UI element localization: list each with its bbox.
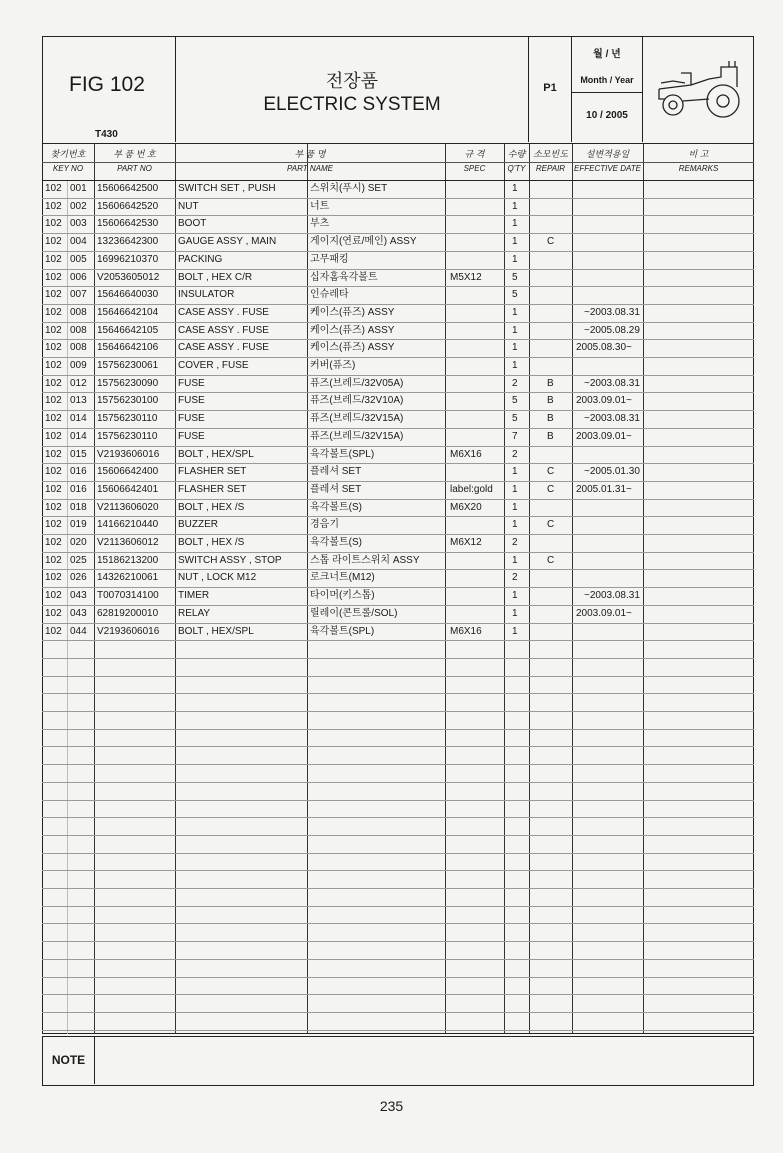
cell-name-ko: 너트 — [310, 200, 330, 212]
cell-qty: 1 — [512, 554, 518, 566]
cell-fig: 102 — [45, 289, 62, 301]
cell-date: 2003.09.01~ — [576, 430, 632, 442]
cell-part: V2053605012 — [97, 271, 160, 283]
cell-name-en: FUSE — [178, 395, 205, 407]
cell-name-ko: 육각볼트(S) — [310, 537, 362, 548]
cell-fig: 102 — [45, 306, 62, 318]
cell-name-ko: 게이지(연료/메인) ASSY — [310, 236, 417, 248]
cell-fig: 102 — [45, 218, 62, 230]
cell-name-en: BOLT , HEX C/R — [178, 271, 253, 283]
cell-fig: 102 — [45, 625, 62, 637]
cell-name-ko: 로크너트(M12) — [310, 572, 375, 584]
cell-key: 003 — [70, 218, 87, 230]
cell-fig: 102 — [45, 413, 62, 425]
cell-name-ko: 케이스(퓨즈) ASSY — [310, 324, 395, 336]
cell-qty: 5 — [512, 395, 518, 407]
cell-part: 14166210440 — [97, 519, 159, 531]
cell-qty: 1 — [512, 360, 518, 371]
cell-qty: 2 — [512, 572, 518, 584]
cell-fig: 102 — [45, 430, 62, 442]
cell-name-ko: 플레셔 SET — [310, 483, 362, 495]
cell-name-ko: 스위치(푸시) SET — [310, 183, 388, 194]
cell-key: 004 — [70, 236, 87, 248]
cell-key: 019 — [70, 519, 87, 531]
cell-spec: M6X16 — [450, 625, 482, 637]
cell-repair: C — [547, 483, 555, 495]
cell-qty: 2 — [512, 537, 518, 548]
table-row — [42, 322, 754, 340]
column-spec: 규 격 SPEC — [463, 149, 486, 173]
cell-key: 018 — [70, 501, 87, 513]
cell-name-ko: 케이스(퓨즈) ASSY — [310, 342, 395, 354]
cell-fig: 102 — [45, 483, 62, 495]
parts-sheet — [42, 36, 754, 1086]
cell-key: 013 — [70, 395, 87, 407]
cell-date: ~2005.01.30 — [584, 466, 640, 478]
cell-qty: 5 — [512, 271, 518, 283]
cell-name-ko: 퓨즈(브레드/32V15A) — [310, 413, 404, 425]
cell-part: T0070314100 — [97, 590, 159, 602]
column-repair: 소모빈도 REPAIR — [533, 149, 568, 173]
cell-qty: 1 — [512, 306, 518, 318]
cell-name-ko: 부츠 — [310, 218, 330, 230]
table-row — [42, 516, 754, 534]
table-row — [42, 623, 754, 641]
cell-name-en: NUT , LOCK M12 — [178, 572, 257, 584]
cell-part: 15756230110 — [97, 413, 158, 425]
table-row — [42, 481, 754, 499]
cell-part: V2193606016 — [97, 448, 160, 460]
cell-date: ~2005.08.29 — [584, 324, 640, 336]
cell-qty: 1 — [512, 218, 518, 230]
cell-date: ~2003.08.31 — [584, 306, 640, 318]
cell-key: 020 — [70, 537, 87, 548]
cell-qty: 1 — [512, 236, 518, 248]
cell-repair: C — [547, 466, 555, 478]
cell-name-en: TIMER — [178, 590, 210, 602]
cell-part: 14326210061 — [97, 572, 159, 584]
cell-key: 001 — [70, 183, 87, 194]
cell-part: 62819200010 — [97, 607, 159, 619]
column-remarks: 비 고 REMARKS — [678, 149, 719, 173]
cell-part: 15756230110 — [97, 430, 158, 442]
cell-name-en: BOLT , HEX/SPL — [178, 448, 254, 460]
table-row — [42, 446, 754, 464]
cell-name-en: RELAY — [178, 607, 211, 619]
cell-fig: 102 — [45, 501, 62, 513]
cell-spec: M5X12 — [450, 271, 482, 283]
cell-fig: 102 — [45, 377, 62, 389]
cell-qty: 1 — [512, 324, 518, 336]
cell-part: 13236642300 — [97, 236, 159, 248]
cell-name-ko: 인슈레타 — [310, 289, 349, 301]
cell-repair: B — [547, 395, 554, 407]
cell-repair: B — [547, 413, 554, 425]
cell-key: 002 — [70, 200, 87, 212]
cell-name-en: CASE ASSY . FUSE — [178, 342, 269, 354]
cell-name-en: GAUGE ASSY , MAIN — [178, 236, 277, 248]
column-key-no: 찾기번호 KEY NO — [50, 149, 86, 173]
title-english: ELECTRIC SYSTEM — [263, 94, 441, 115]
cell-name-ko: 퓨즈(브레드/32V10A) — [310, 395, 404, 407]
cell-part: 15606642400 — [97, 466, 159, 478]
cell-qty: 2 — [512, 448, 518, 460]
cell-name-en: FLASHER SET — [178, 466, 247, 478]
cell-fig: 102 — [45, 554, 62, 566]
cell-repair: C — [547, 519, 555, 531]
cell-fig: 102 — [45, 342, 62, 354]
cell-name-en: FUSE — [178, 377, 205, 389]
sheet-header — [42, 36, 754, 144]
fig-number: FIG 102 — [69, 73, 145, 96]
fig-cell — [43, 37, 176, 142]
cell-key: 006 — [70, 271, 87, 283]
table-row — [42, 499, 754, 517]
column-part-no: 부 품 번 호 PART NO — [113, 149, 156, 173]
cell-part: V2113606020 — [97, 501, 159, 513]
cell-part: 15646642105 — [97, 324, 159, 336]
cell-spec: M6X16 — [450, 448, 482, 460]
cell-part: 15756230090 — [97, 377, 159, 389]
cell-part: 15606642500 — [97, 183, 159, 194]
table-row — [42, 463, 754, 481]
cell-fig: 102 — [45, 271, 62, 283]
cell-repair: C — [547, 236, 555, 248]
cell-qty: 1 — [512, 501, 518, 513]
cell-name-en: NUT — [178, 200, 199, 212]
cell-part: 15756230100 — [97, 395, 159, 407]
table-row — [42, 286, 754, 304]
cell-key: 008 — [70, 342, 87, 354]
cell-key: 009 — [70, 360, 87, 371]
cell-fig: 102 — [45, 200, 62, 212]
cell-name-en: BOOT — [178, 218, 207, 230]
cell-key: 008 — [70, 306, 87, 318]
cell-name-ko: 플레셔 SET — [310, 466, 362, 478]
cell-name-en: BOLT , HEX/SPL — [178, 625, 254, 637]
cell-fig: 102 — [45, 519, 62, 531]
cell-fig: 102 — [45, 253, 62, 265]
cell-name-ko: 십자홈육각볼트 — [310, 271, 378, 283]
cell-qty: 1 — [512, 253, 518, 265]
table-row — [42, 180, 754, 198]
note-label: NOTE — [43, 1037, 95, 1084]
cell-qty: 7 — [512, 430, 518, 442]
cell-name-ko: 고무패킹 — [310, 253, 349, 265]
cell-key: 026 — [70, 572, 87, 584]
cell-qty: 1 — [512, 625, 518, 637]
cell-name-ko: 육각볼트(SPL) — [310, 625, 375, 637]
cell-part: 15606642520 — [97, 200, 159, 212]
cell-name-ko: 육각볼트(S) — [310, 501, 362, 513]
page-code: P1 — [543, 82, 557, 94]
cell-qty: 1 — [512, 200, 518, 212]
cell-fig: 102 — [45, 395, 62, 407]
cell-part: 15646642106 — [97, 342, 159, 354]
date-cell — [572, 37, 643, 142]
cell-name-en: BUZZER — [178, 519, 218, 531]
table-row — [42, 587, 754, 605]
table-row — [42, 269, 754, 287]
cell-key: 043 — [70, 607, 87, 619]
cell-qty: 5 — [512, 289, 518, 301]
cell-name-ko: 스톱 라이트스위치 ASSY — [310, 554, 420, 566]
cell-repair: B — [547, 377, 554, 389]
cell-fig: 102 — [45, 360, 62, 371]
cell-fig: 102 — [45, 572, 62, 584]
cell-key: 043 — [70, 590, 87, 602]
cell-qty: 5 — [512, 413, 518, 425]
cell-key: 012 — [70, 377, 87, 389]
cell-name-ko: 릴레이(콘트롤/SOL) — [310, 607, 398, 619]
cell-name-ko: 케이스(퓨즈) ASSY — [310, 306, 395, 318]
cell-key: 014 — [70, 413, 87, 425]
cell-fig: 102 — [45, 537, 62, 548]
page-number: 235 — [379, 1098, 404, 1114]
cell-part: 15606642401 — [97, 483, 159, 495]
table-row — [42, 428, 754, 446]
cell-date: ~2003.08.31 — [584, 413, 640, 425]
cell-date: ~2003.08.31 — [584, 590, 640, 602]
cell-key: 016 — [70, 483, 87, 495]
cell-date: 2003.09.01~ — [576, 395, 632, 407]
cell-qty: 1 — [512, 466, 518, 478]
cell-qty: 1 — [512, 519, 518, 531]
table-row — [42, 569, 754, 587]
cell-key: 008 — [70, 324, 87, 336]
cell-part: 15606642530 — [97, 218, 159, 230]
column-effective-date: 설변적용일 EFFECTIVE DATE — [574, 149, 641, 173]
cell-qty: 1 — [512, 342, 518, 354]
cell-qty: 1 — [512, 590, 518, 602]
column-part-name: 부 품 명 PART NAME — [287, 149, 333, 173]
date-value: 10 / 2005 — [586, 110, 628, 121]
cell-qty: 1 — [512, 183, 518, 194]
cell-name-en: CASE ASSY . FUSE — [178, 324, 269, 336]
cell-repair: C — [547, 554, 555, 566]
cell-name-en: COVER , FUSE — [178, 360, 249, 371]
cell-qty: 2 — [512, 377, 518, 389]
cell-date: ~2003.08.31 — [584, 377, 640, 389]
cell-key: 044 — [70, 625, 87, 637]
cell-name-ko: 퓨즈(브레드/32V15A) — [310, 430, 404, 442]
title-korean: 전장품 — [325, 71, 379, 91]
cell-date: 2005.01.31~ — [576, 483, 632, 495]
table-row — [42, 304, 754, 322]
cell-part: 15756230061 — [97, 360, 159, 371]
table-row — [42, 605, 754, 623]
model-code: T430 — [95, 129, 118, 140]
column-qty: 수량 Q'TY — [507, 149, 526, 173]
cell-name-ko: 경음기 — [310, 519, 339, 531]
page-code-cell — [529, 37, 572, 142]
cell-date: 2003.09.01~ — [576, 607, 632, 619]
cell-part: V2113606012 — [97, 537, 159, 548]
cell-name-en: BOLT , HEX /S — [178, 501, 245, 513]
note-box — [42, 1036, 754, 1086]
cell-key: 005 — [70, 253, 87, 265]
cell-fig: 102 — [45, 466, 62, 478]
cell-name-ko: 타이머(키스톱) — [310, 590, 375, 602]
cell-fig: 102 — [45, 448, 62, 460]
cell-fig: 102 — [45, 590, 62, 602]
table-row — [42, 552, 754, 570]
cell-spec: label:gold — [450, 483, 493, 495]
cell-name-ko: 커버(퓨즈) — [310, 360, 356, 371]
cell-name-en: SWITCH SET , PUSH — [178, 183, 276, 194]
cell-name-en: CASE ASSY . FUSE — [178, 306, 269, 318]
cell-date: 2005.08.30~ — [576, 342, 632, 354]
cell-key: 015 — [70, 448, 87, 460]
table-row — [42, 375, 754, 393]
table-row — [42, 198, 754, 216]
cell-part: 15186213200 — [97, 554, 159, 566]
title-cell — [176, 37, 529, 142]
table-row — [42, 392, 754, 410]
cell-fig: 102 — [45, 607, 62, 619]
cell-name-en: FUSE — [178, 430, 205, 442]
cell-name-ko: 육각볼트(SPL) — [310, 448, 375, 460]
cell-name-en: FLASHER SET — [178, 483, 247, 495]
cell-spec: M6X12 — [450, 537, 482, 548]
cell-name-ko: 퓨즈(브레드/32V05A) — [310, 377, 404, 389]
date-label-korean: 월 / 년 — [593, 49, 621, 60]
cell-repair: B — [547, 430, 554, 442]
cell-name-en: BOLT , HEX /S — [178, 537, 245, 548]
cell-fig: 102 — [45, 183, 62, 194]
tractor-icon — [651, 59, 747, 121]
cell-part: 15646642104 — [97, 306, 159, 318]
cell-key: 014 — [70, 430, 87, 442]
cell-qty: 1 — [512, 483, 518, 495]
cell-key: 025 — [70, 554, 87, 566]
cell-key: 007 — [70, 289, 87, 301]
cell-part: V2193606016 — [97, 625, 160, 637]
table-row — [42, 215, 754, 233]
cell-name-en: INSULATOR — [178, 289, 235, 301]
cell-spec: M6X20 — [450, 501, 482, 513]
date-label-english: Month / Year — [580, 75, 634, 85]
cell-name-en: SWITCH ASSY , STOP — [178, 554, 282, 566]
table-row — [42, 233, 754, 251]
cell-qty: 1 — [512, 607, 518, 619]
cell-key: 016 — [70, 466, 87, 478]
cell-name-en: PACKING — [178, 253, 223, 265]
cell-fig: 102 — [45, 236, 62, 248]
table-row — [42, 357, 754, 375]
table-row — [42, 251, 754, 269]
table-row — [42, 339, 754, 357]
table-row — [42, 410, 754, 428]
illustration-cell — [643, 37, 755, 142]
cell-part: 15646640030 — [97, 289, 159, 301]
table-row — [42, 534, 754, 552]
cell-fig: 102 — [45, 324, 62, 336]
cell-name-en: FUSE — [178, 413, 205, 425]
cell-part: 16996210370 — [97, 253, 159, 265]
